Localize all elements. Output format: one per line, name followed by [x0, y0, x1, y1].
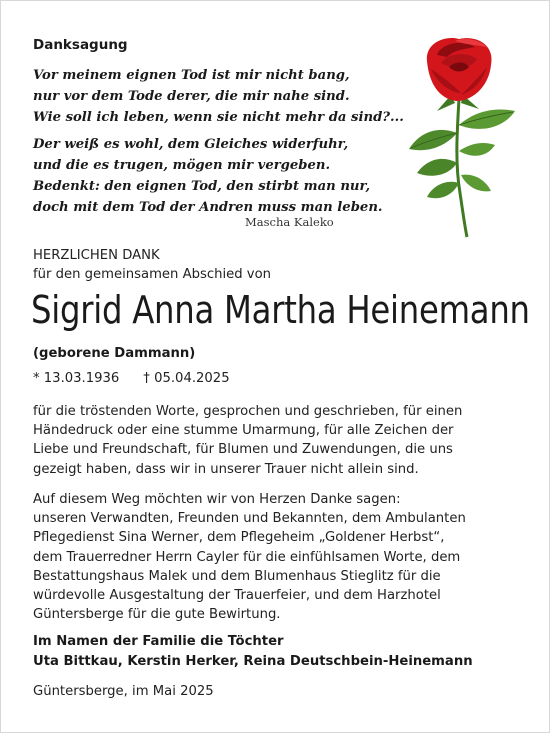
- poem-line: Vor meinem eignen Tod ist mir nicht bang,: [33, 68, 350, 83]
- signature-line: Im Namen der Familie die Töchter: [33, 634, 284, 649]
- paragraph-line: für die tröstenden Worte, gesprochen und geschrieben, für einen: [33, 404, 463, 419]
- thanks-subtitle: für den gemeinsamen Abschied von: [33, 267, 272, 282]
- paragraph-line: Pflegedienst Sina Werner, dem Pflegeheim „Goldener Herbst“,: [33, 530, 445, 546]
- life-dates: [33, 371, 230, 386]
- death-date: † 05.04.2025: [143, 371, 230, 386]
- poem-line: und die es trugen, mögen mir vergeben.: [33, 158, 331, 173]
- thanks-paragraph-1: [33, 402, 523, 479]
- poem-author: Mascha Kaleko: [245, 215, 334, 229]
- poem-line: Bedenkt: den eignen Tod, den stirbt man nur,: [33, 179, 371, 194]
- paragraph-line: gezeigt haben, dass wir in unserer Trauer nicht allein sind.: [33, 461, 419, 477]
- paragraph-line: dem Trauerredner Herrn Cayler für die einfühlsamen Worte, dem: [33, 549, 461, 565]
- paragraph-line: unseren Verwandten, Freunden und Bekannten, dem Ambulanten: [33, 511, 466, 527]
- rose-icon: [397, 33, 523, 239]
- paragraph-line: Liebe und Freundschaft, für Blumen und Zuwendungen, die uns: [33, 442, 453, 458]
- paragraph-line: Bestattungshaus Malek und dem Blumenhaus Stieglitz für die: [33, 568, 441, 584]
- notice-heading: Danksagung: [33, 37, 128, 53]
- place-and-date: Güntersberge, im Mai 2025: [33, 684, 214, 699]
- thanks-title: HERZLICHEN DANK: [33, 248, 160, 263]
- deceased-name: Sigrid Anna Martha Heinemann: [31, 288, 530, 332]
- poem-line: Der weiß es wohl, dem Gleiches widerfuhr,: [33, 137, 349, 152]
- paragraph-line: Auf diesem Weg möchten wir von Herzen Danke sagen:: [33, 492, 401, 507]
- poem-line: Wie soll ich leben, wenn sie nicht mehr da sind?...: [33, 110, 404, 125]
- birth-date: * 13.03.1936: [33, 371, 120, 386]
- poem-line: doch mit dem Tod der Andren muss man leben.: [33, 200, 383, 215]
- paragraph-line: Güntersberge für die gute Bewirtung.: [33, 607, 281, 623]
- thanks-intro: [33, 246, 271, 284]
- paragraph-line: würdevolle Ausgestaltung der Trauerfeier, und dem Harzhotel: [33, 588, 441, 604]
- signature-names: Uta Bittkau, Kerstin Herker, Reina Deutschbein-Heinemann: [33, 654, 473, 669]
- poem-line: nur vor dem Tode derer, die mir nahe sind.: [33, 89, 350, 104]
- poem-stanza-1: [33, 65, 404, 128]
- poem-stanza-2: [33, 134, 383, 218]
- maiden-name: (geborene Dammann): [33, 346, 196, 361]
- thanks-paragraph-2: [33, 490, 523, 624]
- family-signature: [33, 632, 473, 672]
- paragraph-line: Händedruck oder eine stumme Umarmung, für alle Zeichen der: [33, 423, 454, 439]
